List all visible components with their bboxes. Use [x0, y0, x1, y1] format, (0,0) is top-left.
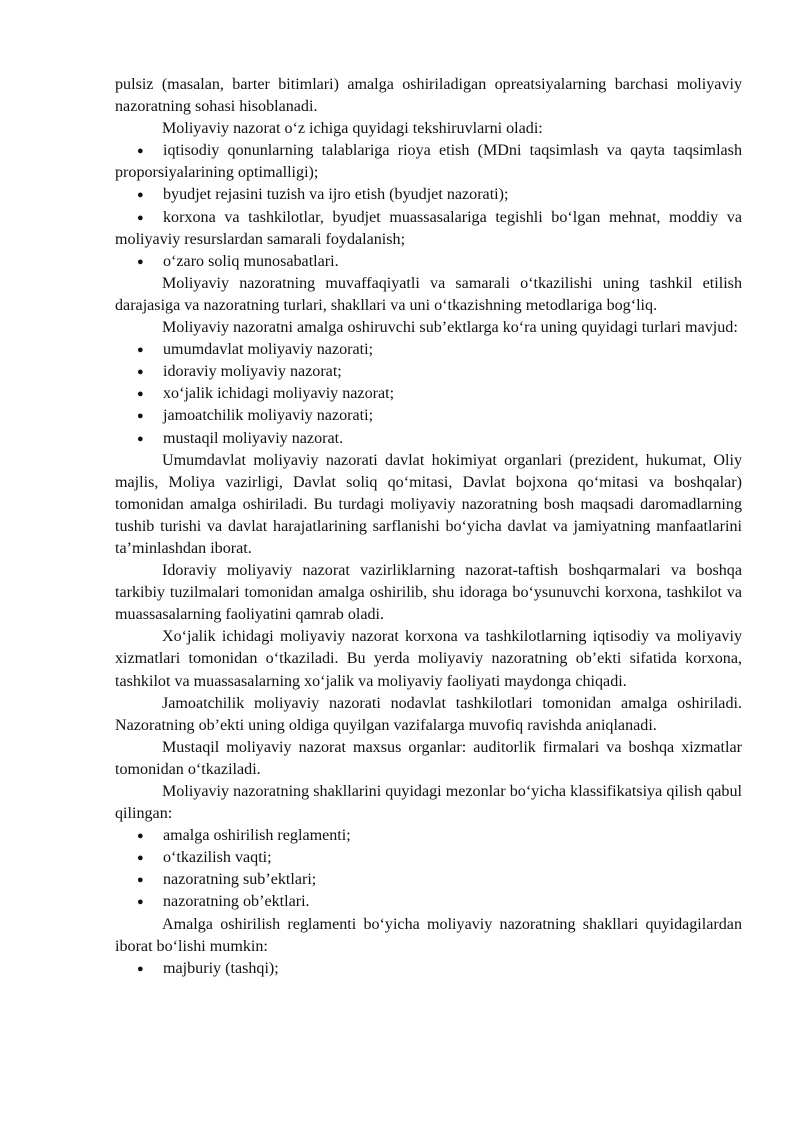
bullet-icon: ● — [137, 432, 144, 445]
paragraph: Jamoatchilik moliyaviy nazorati nodavlat tashkilotlari tomonidan amalga oshiriladi. Nazoratning ob’ekti uning oldiga quyilgan vazifalarga muvofiq ravishda aniqlanadi. — [115, 694, 742, 734]
bullet-icon: ● — [137, 211, 144, 224]
list-item — [115, 428, 742, 450]
bullet-icon: ● — [137, 874, 144, 887]
bullet-icon: ● — [137, 388, 144, 401]
list-item-text: xo‘jalik ichidagi moliyaviy nazorat; — [163, 385, 395, 403]
list-item-text: nazoratning ob’ektlari. — [163, 893, 310, 911]
list-item — [115, 958, 742, 980]
list-item — [115, 339, 742, 361]
list-item-text: idoraviy moliyaviy nazorat; — [163, 363, 342, 381]
paragraph: Idoraviy moliyaviy nazorat vazirliklarning nazorat-taftish boshqarmalari va boshqa tarkibiy tuzilmalari tomonidan amalga oshirilib, shu idoraga bo‘ysunuvchi korxona, tashkilot va muassasalarning faoliyatini qamrab oladi. — [115, 562, 742, 624]
bullet-icon: ● — [137, 410, 144, 423]
list-item — [115, 383, 742, 405]
bullet-icon: ● — [137, 145, 144, 158]
paragraph: Umumdavlat moliyaviy nazorati davlat hokimiyat organlari (prezident, hukumat, Oliy majlis, Moliya vazirligi, Davlat soliq qo‘mitasi, Davlat bojxona qo‘mitasi va boshqalar) tomonidan amalga oshiriladi. Bu turdagi moliyaviy nazoratning bosh maqsadi daromadlarning tushib turishi va davlat harajatlarining sarflanishi bo‘yicha davlat va jamiyatning manfaatlarini ta’minlashdan iborat. — [115, 451, 742, 557]
bullet-icon: ● — [137, 344, 144, 357]
list-item-text: umumdavlat moliyaviy nazorati; — [163, 341, 374, 359]
paragraph: pulsiz (masalan, barter bitimlari) amalga oshiriladigan opreatsiyalarning barchasi moliyaviy nazoratning sohasi hisoblanadi. — [115, 76, 742, 116]
list-item-text: majburiy (tashqi); — [163, 959, 279, 977]
paragraph: Mustaqil moliyaviy nazorat maxsus organlar: auditorlik firmalari va boshqa xizmatlar tomonidan o‘tkaziladi. — [115, 738, 742, 778]
bullet-icon: ● — [137, 896, 144, 909]
list-item-text: amalga oshirilish reglamenti; — [163, 827, 351, 845]
bullet-icon: ● — [137, 962, 144, 975]
paragraph: Moliyaviy nazoratni amalga oshiruvchi sub’ektlarga ko‘ra uning quyidagi turlari mavjud: — [162, 319, 738, 337]
list-item — [115, 184, 742, 206]
bullet-icon: ● — [137, 852, 144, 865]
document-page — [115, 74, 742, 980]
bullet-icon: ● — [137, 830, 144, 843]
list-item — [115, 140, 742, 184]
list-item — [115, 847, 742, 869]
paragraph: Moliyaviy nazorat o‘z ichiga quyidagi tekshiruvlarni oladi: — [162, 120, 543, 138]
list-item — [115, 869, 742, 891]
list-item — [115, 825, 742, 847]
list-item-text: nazoratning sub’ektlari; — [163, 871, 317, 889]
list-item-text: korxona va tashkilotlar, byudjet muassasalariga tegishli bo‘lgan mehnat, moddiy va moliyaviy resurslardan samarali foydalanish; — [115, 208, 742, 248]
paragraph: Moliyaviy nazoratning shakllarini quyidagi mezonlar bo‘yicha klassifikatsiya qilish qabul qilingan: — [115, 783, 742, 823]
bullet-icon: ● — [137, 189, 144, 202]
list-item — [115, 207, 742, 251]
list-item-text: byudjet rejasini tuzish va ijro etish (byudjet nazorati); — [163, 186, 509, 204]
list-item-text: jamoatchilik moliyaviy nazorati; — [163, 407, 374, 425]
paragraph: Moliyaviy nazoratning muvaffaqiyatli va samarali o‘tkazilishi uning tashkil etilish darajasiga va nazoratning turlari, shakllari va uni o‘tkazishning metodlariga bog‘liq. — [115, 274, 742, 314]
list-item-text: o‘zaro soliq munosabatlari. — [163, 252, 339, 270]
list-item — [115, 361, 742, 383]
paragraph: Xo‘jalik ichidagi moliyaviy nazorat korxona va tashkilotlarning iqtisodiy va moliyaviy xizmatlari tomonidan o‘tkaziladi. Bu yerda moliyaviy nazoratning ob’ekti sifatida korxona, tashkilot va muassasalarning xo‘jalik va moliyaviy faoliyati maydonga chiqadi. — [115, 628, 742, 690]
list-item — [115, 251, 742, 273]
list-item-text: o‘tkazilish vaqti; — [163, 849, 272, 867]
bullet-icon: ● — [137, 255, 144, 268]
paragraph: Amalga oshirilish reglamenti bo‘yicha moliyaviy nazoratning shakllari quyidagilardan iborat bo‘lishi mumkin: — [115, 915, 742, 955]
list-item — [115, 891, 742, 913]
list-item — [115, 405, 742, 427]
list-item-text: iqtisodiy qonunlarning talablariga rioya etish (MDni taqsimlash va qayta taqsimlash proporsiyalarining optimalligi); — [115, 142, 742, 182]
list-item-text: mustaqil moliyaviy nazorat. — [163, 429, 344, 447]
bullet-icon: ● — [137, 366, 144, 379]
